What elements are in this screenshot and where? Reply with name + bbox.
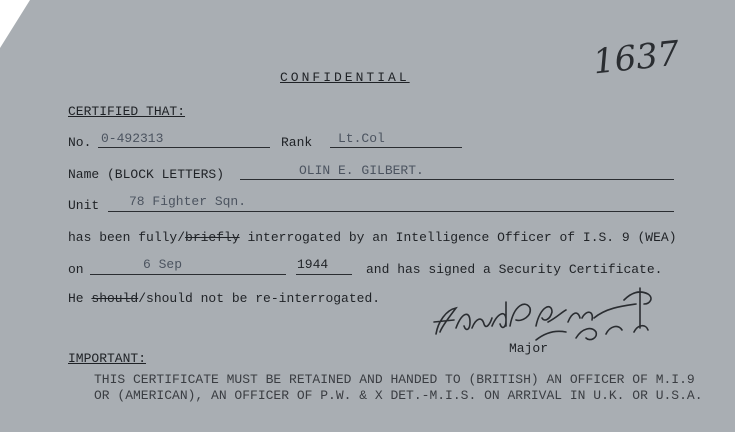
name-label: Name (BLOCK LETTERS) — [68, 167, 225, 182]
struck-should: should — [91, 291, 139, 306]
unit-value: 78 Fighter Sqn. — [129, 194, 247, 209]
number-value: 0-492313 — [101, 131, 164, 146]
reinterrogation-line: He should/should not be re-interrogated. — [68, 291, 381, 306]
rank-value: Lt.Col — [338, 131, 385, 146]
handwritten-file-number: 1637 — [591, 33, 682, 83]
important-line-1: THIS CERTIFICATE MUST BE RETAINED AND HANDED TO (BRITISH) AN OFFICER OF M.I.9 — [94, 372, 695, 387]
date-field — [90, 258, 286, 275]
important-heading: IMPORTANT: — [68, 351, 147, 366]
on-label: on — [68, 262, 84, 277]
signer-rank: Major — [509, 341, 549, 356]
document-title: CONFIDENTIAL — [280, 70, 410, 85]
security-cert-text: and has signed a Security Certificate. — [366, 262, 663, 277]
torn-corner — [0, 0, 30, 48]
number-label: No. — [68, 135, 92, 150]
important-line-2: OR (AMERICAN), AN OFFICER OF P.W. & X DET.-M.I.S. ON ARRIVAL IN U.K. OR U.S.A. — [94, 388, 703, 403]
certified-heading: CERTIFIED THAT: — [68, 104, 186, 119]
name-value: OLIN E. GILBERT. — [299, 163, 424, 178]
struck-briefly: briefly — [185, 230, 240, 245]
date-value: 6 Sep — [143, 257, 183, 272]
handwritten-signature — [426, 282, 671, 354]
rank-label: Rank — [281, 135, 313, 150]
interrogation-line: has been fully/briefly interrogated by an Intelligence Officer of I.S. 9 (WEA) — [68, 230, 677, 245]
year-value: 1944 — [297, 257, 329, 272]
unit-label: Unit — [68, 198, 100, 213]
